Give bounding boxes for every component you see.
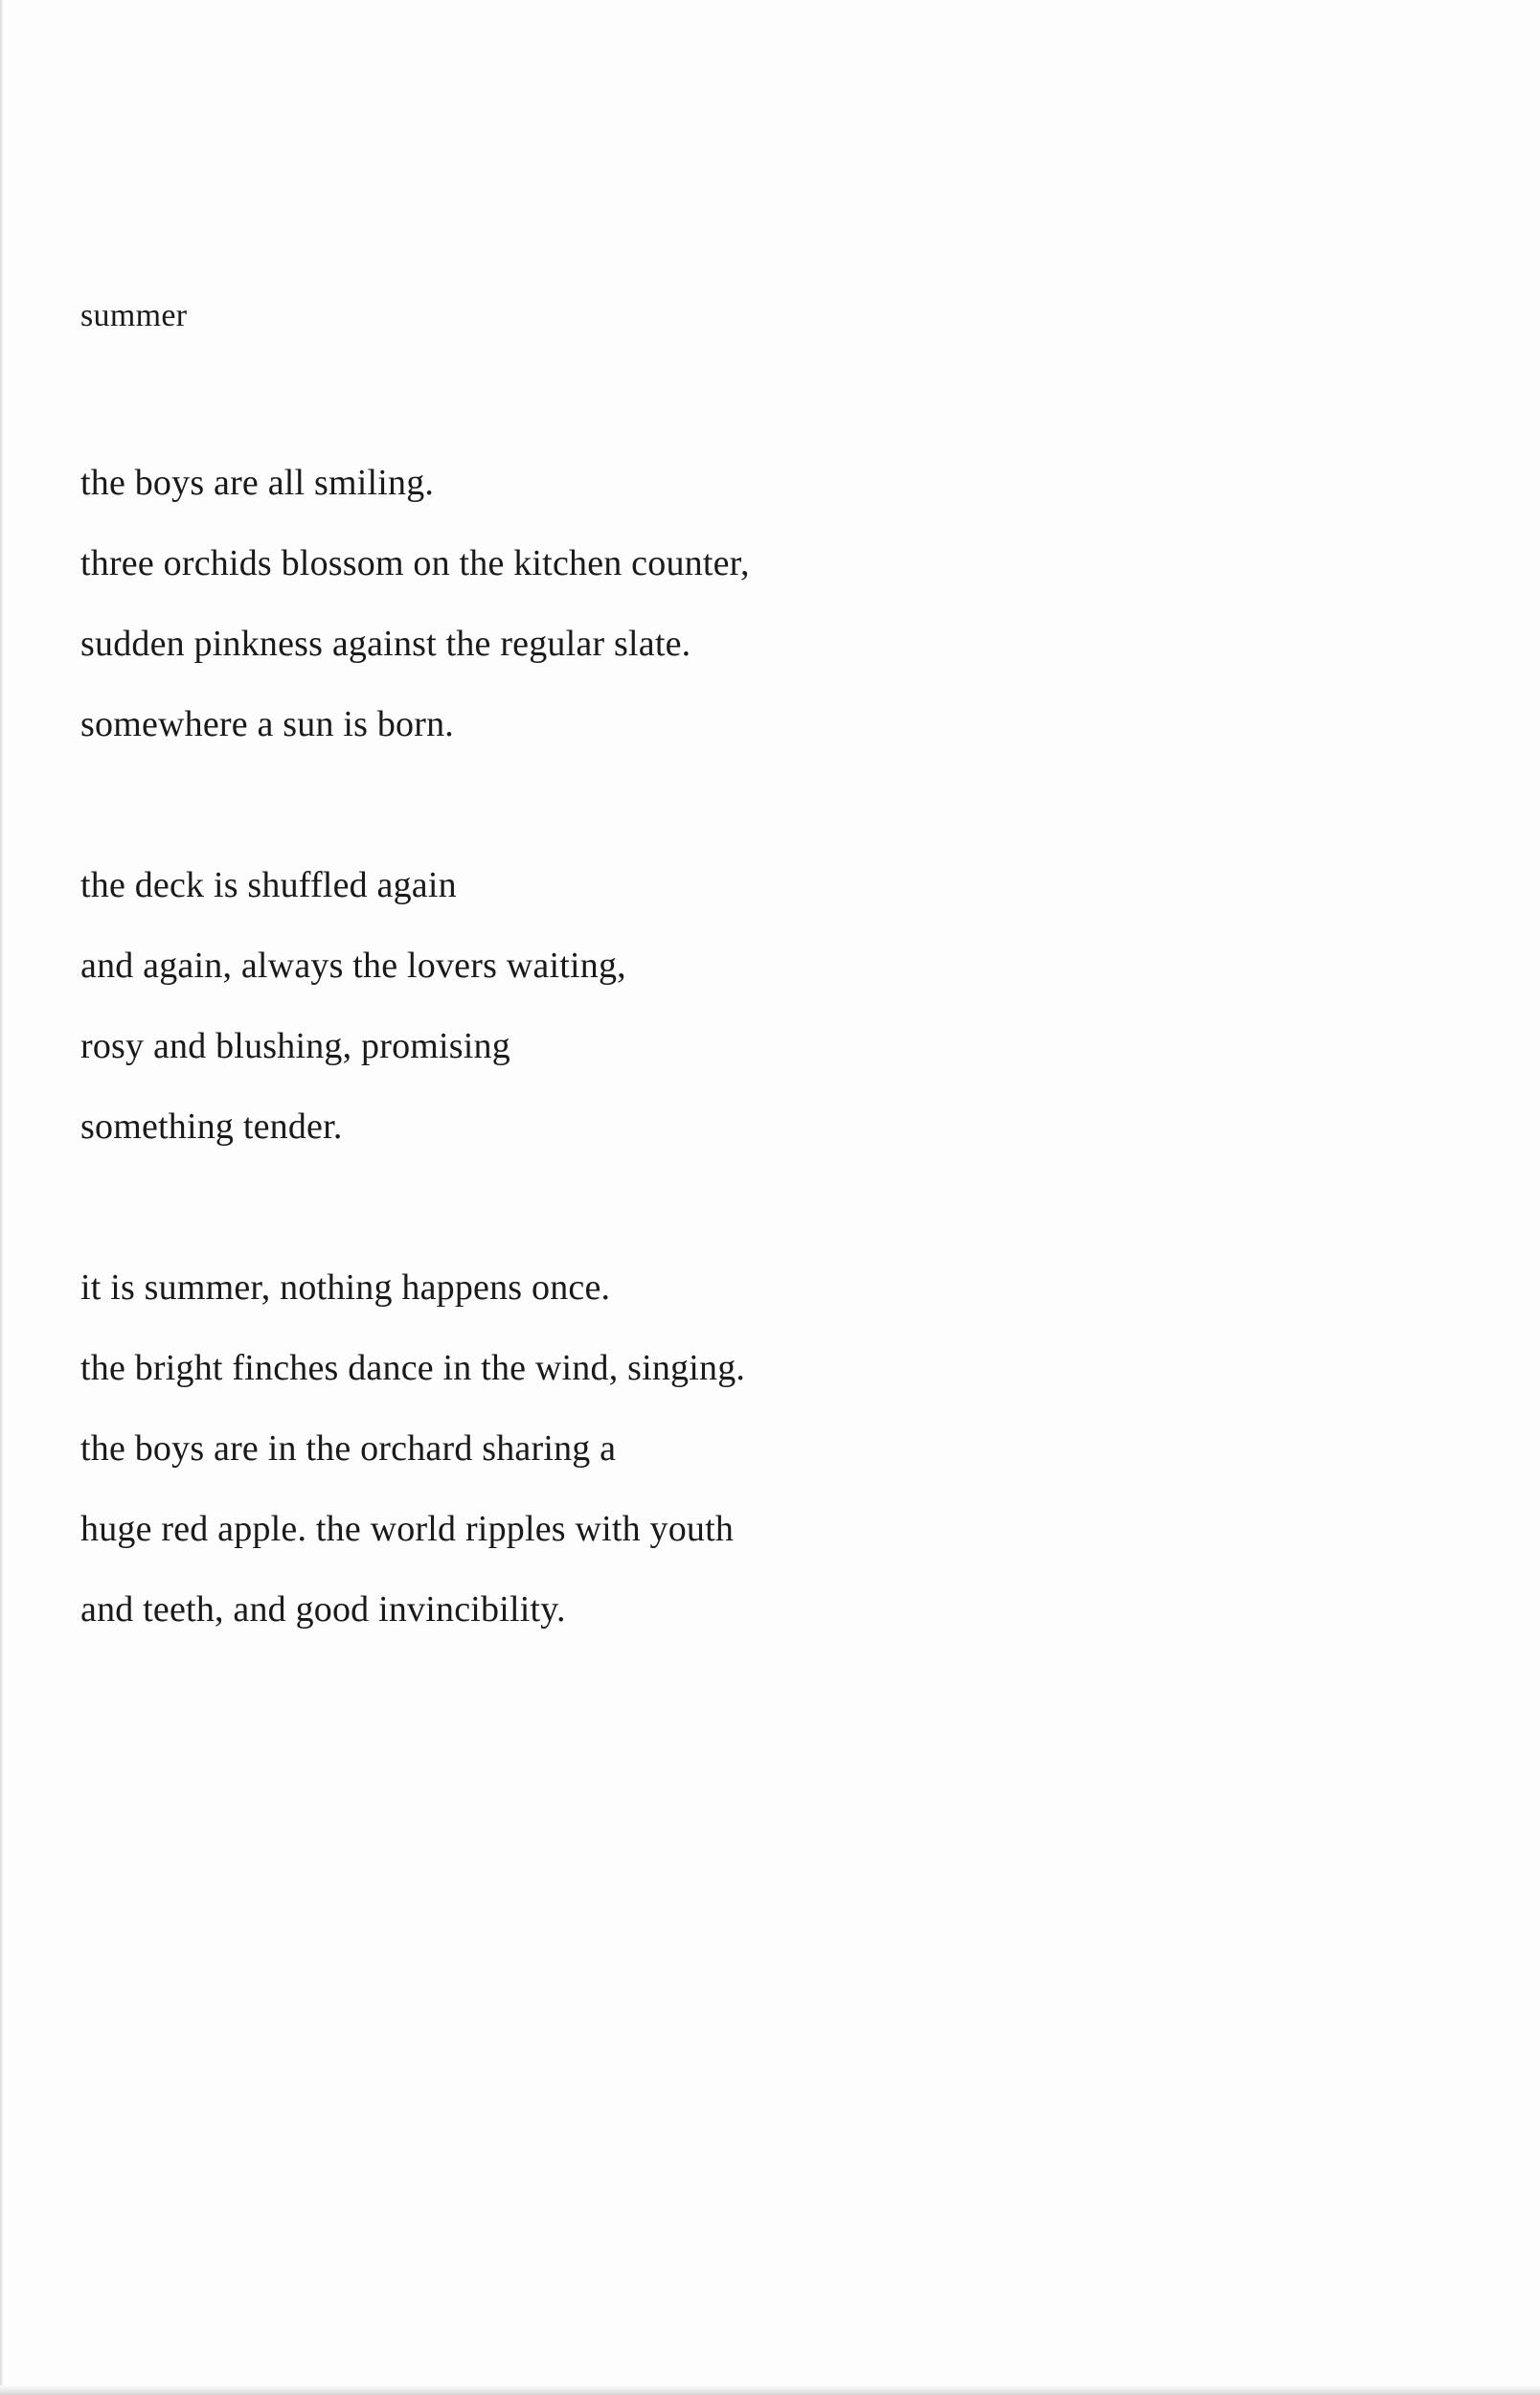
- page-edge: [0, 0, 3, 2395]
- poem-line: and again, always the lovers waiting,: [80, 946, 626, 986]
- stanza-1: [80, 443, 1230, 764]
- poem-line: the boys are in the orchard sharing a: [80, 1428, 617, 1469]
- page-bottom-edge: [0, 2385, 1540, 2395]
- poem: [80, 287, 1230, 1730]
- poem-line: it is summer, nothing happens once.: [80, 1267, 611, 1308]
- poem-line: the deck is shuffled again: [80, 865, 457, 905]
- poem-line: the boys are all smiling.: [80, 463, 435, 503]
- poem-line: the bright finches dance in the wind, singing.: [80, 1348, 746, 1388]
- poem-line: something tender.: [80, 1106, 343, 1147]
- poem-title: summer: [80, 298, 188, 333]
- stanza-2: [80, 845, 1230, 1167]
- poem-line: and teeth, and good invincibility.: [80, 1589, 566, 1630]
- stanza-3: [80, 1247, 1230, 1650]
- poem-line: huge red apple. the world ripples with youth: [80, 1509, 735, 1549]
- poem-line: three orchids blossom on the kitchen counter,: [80, 543, 750, 583]
- poem-line: sudden pinkness against the regular slate.: [80, 624, 691, 664]
- poem-line: rosy and blushing, promising: [80, 1026, 510, 1066]
- poem-line: somewhere a sun is born.: [80, 704, 454, 744]
